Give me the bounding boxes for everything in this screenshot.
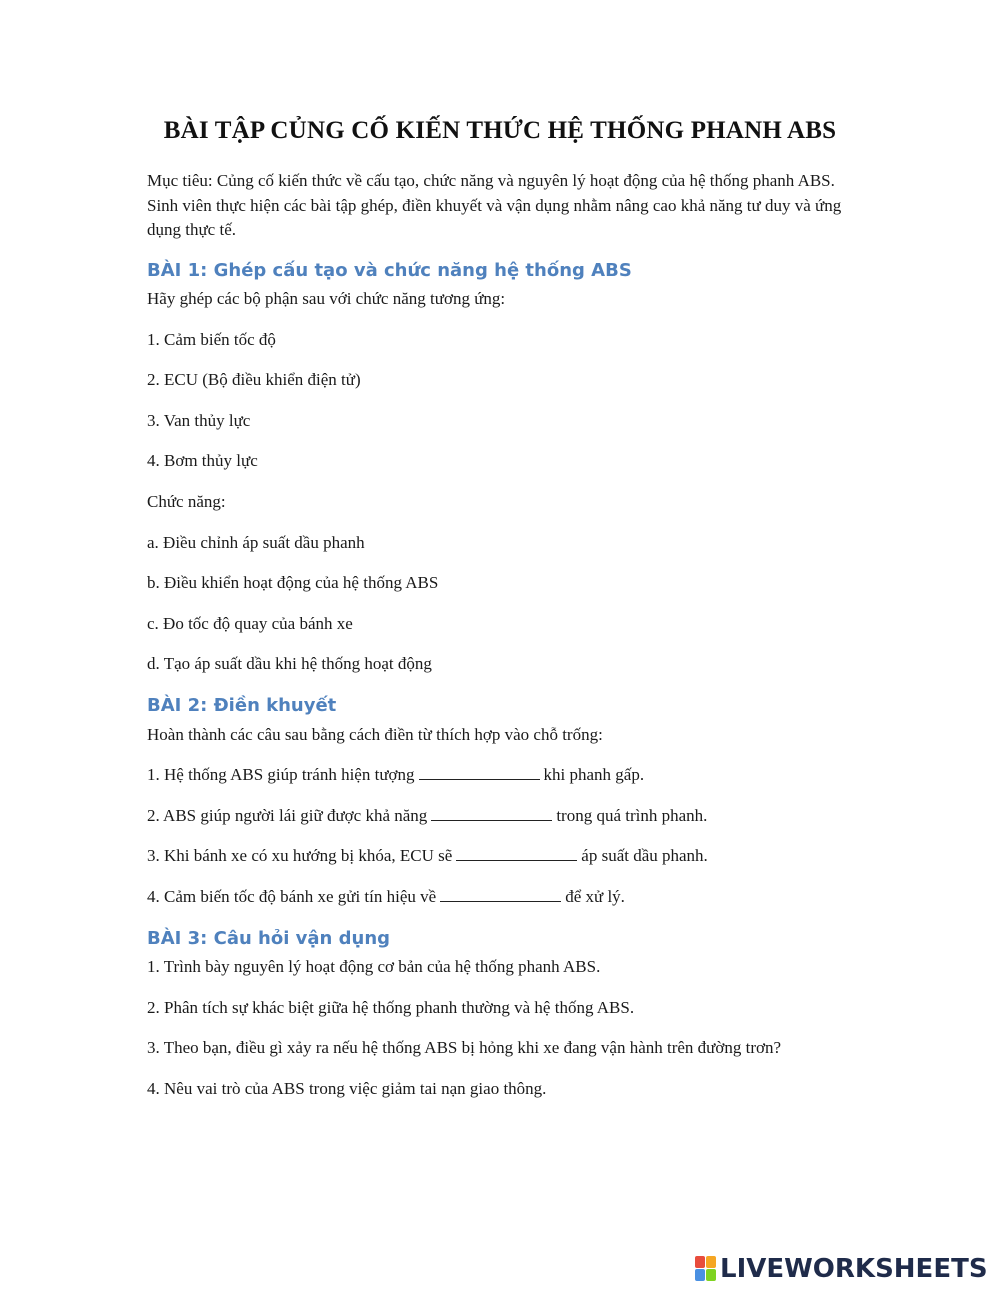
fill-blank-1[interactable] (419, 765, 540, 780)
fill-sentence (147, 846, 708, 866)
fill-sentence-after: áp suất dầu phanh. (581, 846, 708, 865)
bai2-instruction: Hoàn thành các câu sau bằng cách điền từ thích hợp vào chỗ trống: (147, 725, 603, 744)
bai3-heading: BÀI 3: Câu hỏi vận dụng (147, 928, 391, 949)
fill-sentence-before: 4. Cảm biến tốc độ bánh xe gửi tín hiệu về (147, 887, 437, 906)
question-item: 1. Trình bày nguyên lý hoạt động cơ bản của hệ thống phanh ABS. (147, 957, 601, 976)
question-item: 3. Theo bạn, điều gì xảy ra nếu hệ thống ABS bị hỏng khi xe đang vận hành trên đường trơn? (147, 1038, 782, 1057)
function-item: b. Điều khiển hoạt động của hệ thống ABS (147, 573, 439, 592)
question-item: 2. Phân tích sự khác biệt giữa hệ thống phanh thường và hệ thống ABS. (147, 998, 635, 1017)
fill-sentence-before: 3. Khi bánh xe có xu hướng bị khóa, ECU sẽ (147, 846, 453, 865)
fill-sentence (147, 806, 707, 826)
fill-sentence-after: để xử lý. (565, 887, 625, 906)
intro-paragraph: Mục tiêu: Củng cố kiến thức về cấu tạo, chức năng và nguyên lý hoạt động của hệ thống phanh ABS. Sinh viên thực hiện các bài tập ghép, điền khuyết và vận dụng nhằm nâng cao khả năng tư duy và ứng dụng thực tế. (147, 171, 842, 239)
logo-text: LIVEWORKSHEETS (720, 1254, 988, 1284)
fill-sentence (147, 765, 644, 785)
fill-sentence-after: trong quá trình phanh. (556, 806, 708, 825)
fill-sentence-before: 1. Hệ thống ABS giúp tránh hiện tượng (147, 765, 415, 784)
function-item: c. Đo tốc độ quay của bánh xe (147, 614, 353, 633)
liveworksheets-logo (695, 1254, 988, 1284)
part-item: 4. Bơm thủy lực (147, 451, 258, 470)
fill-blank-3[interactable] (456, 846, 577, 861)
fill-sentence (147, 887, 625, 907)
function-item: d. Tạo áp suất dầu khi hệ thống hoạt động (147, 654, 432, 673)
bai1-heading: BÀI 1: Ghép cấu tạo và chức năng hệ thống ABS (147, 260, 632, 281)
logo-mark-icon (695, 1256, 717, 1282)
part-item: 1. Cảm biến tốc độ (147, 330, 276, 349)
bai1-instruction: Hãy ghép các bộ phận sau với chức năng tương ứng: (147, 289, 506, 308)
fill-sentence-after: khi phanh gấp. (543, 765, 645, 784)
part-item: 2. ECU (Bộ điều khiển điện tử) (147, 370, 361, 389)
question-item: 4. Nêu vai trò của ABS trong việc giảm tai nạn giao thông. (147, 1079, 547, 1098)
fill-blank-2[interactable] (431, 806, 552, 821)
function-item: a. Điều chỉnh áp suất dầu phanh (147, 533, 365, 552)
part-item: 3. Van thủy lực (147, 411, 251, 430)
bai2-heading: BÀI 2: Điền khuyết (147, 695, 337, 716)
functions-label: Chức năng: (147, 492, 226, 511)
fill-blank-4[interactable] (440, 887, 561, 902)
page-title: BÀI TẬP CỦNG CỐ KIẾN THỨC HỆ THỐNG PHANH ABS (163, 117, 837, 144)
fill-sentence-before: 2. ABS giúp người lái giữ được khả năng (147, 806, 428, 825)
